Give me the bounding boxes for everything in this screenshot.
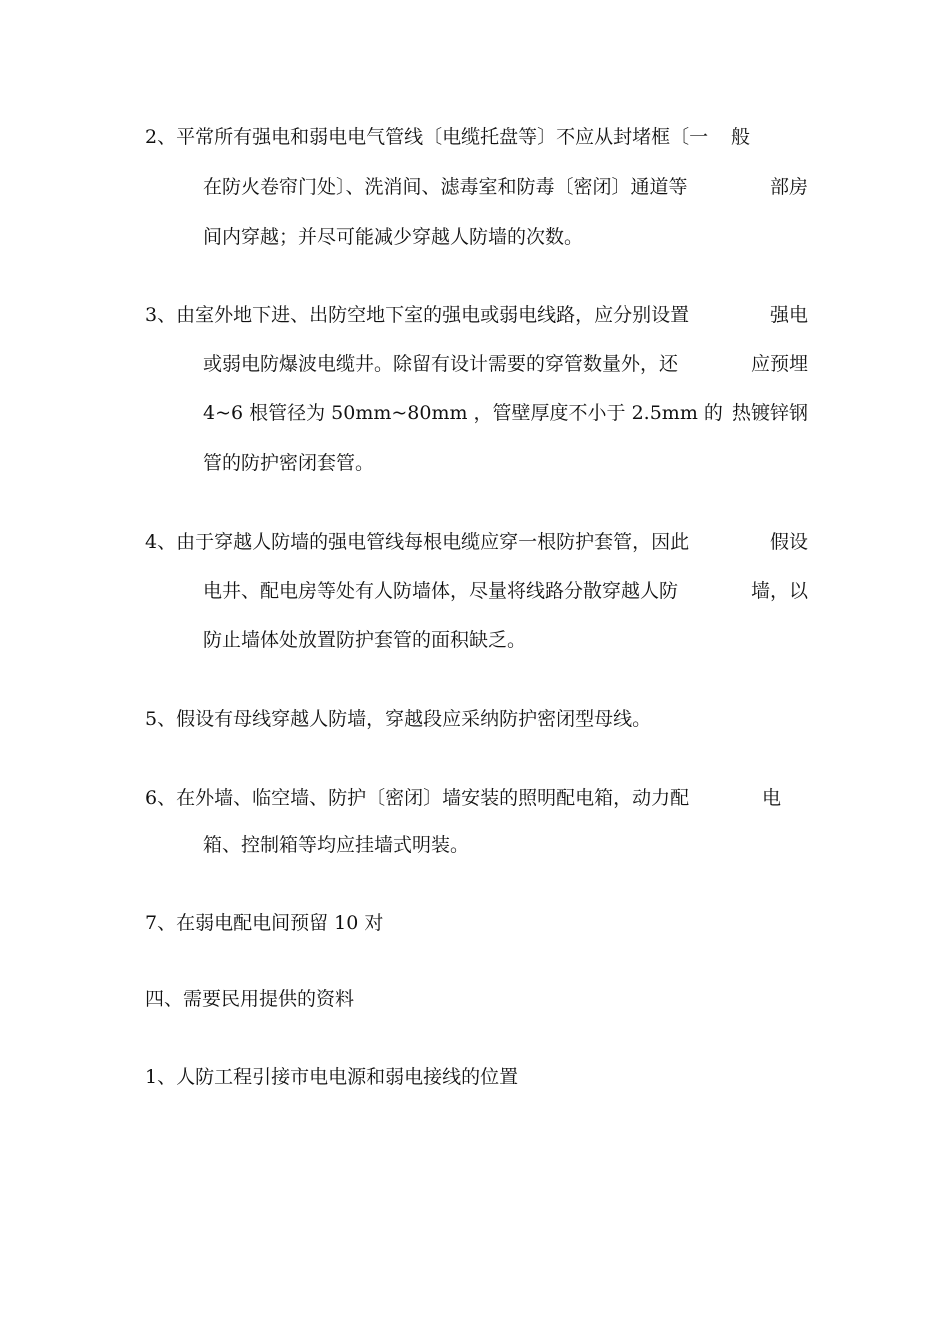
paragraph-2-line-1: 2、平常所有强电和弱电电气管线〔电缆托盘等〕不应从封堵框〔一 般 (145, 126, 750, 148)
paragraph-7-line-1: 7、在弱电配电间预留 10 对 (145, 912, 384, 934)
paragraph-3-line-1: 3、由室外地下进、出防空地下室的强电或弱电线路，应分别设置 强电 (145, 304, 808, 326)
paragraph-6-line-1: 6、在外墙、临空墙、防护〔密闭〕墙安装的照明配电箱，动力配 电 (145, 787, 781, 809)
paragraph-3-line-3: 4~6 根管径为 50mm~80mm ，管壁厚度不小于 2.5mm 的 热镀锌钢 (203, 402, 808, 424)
paragraph-4-line-3: 防止墙体处放置防护套管的面积缺乏。 (203, 629, 527, 651)
paragraph-2-line-2: 在防火卷帘门处〕、洗消间、滤毒室和防毒〔密闭〕通道等 部房 (203, 176, 808, 198)
paragraph-5-line-1: 5、假设有母线穿越人防墙，穿越段应采纳防护密闭型母线。 (145, 708, 652, 730)
paragraph-4-line-1: 4、由于穿越人防墙的强电管线每根电缆应穿一根防护套管，因此 假设 (145, 531, 808, 553)
paragraph-3-line-2: 或弱电防爆波电缆井。除留有设计需要的穿管数量外，还 应预埋 (203, 353, 808, 375)
paragraph-4-line-2: 电井、配电房等处有人防墙体，尽量将线路分散穿越人防 墙，以 (203, 580, 808, 602)
paragraph-1-line-1: 1、人防工程引接市电电源和弱电接线的位置 (145, 1066, 519, 1088)
paragraph-2-line-3: 间内穿越；并尽可能减少穿越人防墙的次数。 (203, 226, 584, 248)
paragraph-6-line-2: 箱、控制箱等均应挂墙式明装。 (203, 834, 470, 856)
section-heading-4: 四、需要民用提供的资料 (145, 988, 355, 1010)
paragraph-3-line-4: 管的防护密闭套管。 (203, 452, 375, 474)
